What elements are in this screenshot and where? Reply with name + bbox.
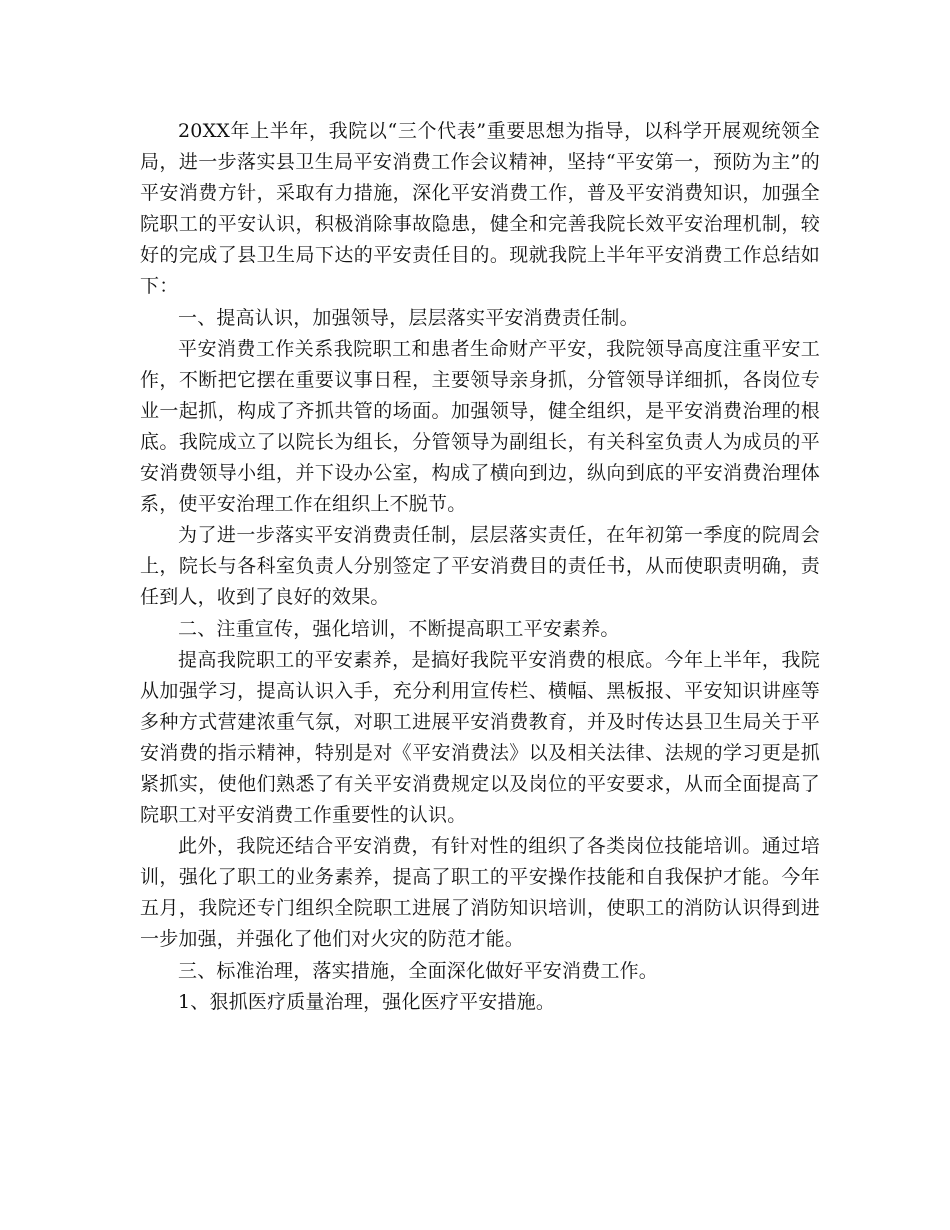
paragraph: 为了进一步落实平安消费责任制，层层落实责任，在年初第一季度的院周会上，院长与各科室负责人分别签定了平安消费目的责任书，从而使职责明确，责任到人，收到了良好的效果。 (140, 524, 820, 609)
paragraph: 提高我院职工的平安素养，是搞好我院平安消费的根底。今年上半年，我院从加强学习，提高认识入手，充分利用宣传栏、横幅、黑板报、平安知识讲座等多种方式营建浓重气氛，对职工进展平安消费教育，并及时传达县卫生局关于平安消费的指示精神，特别是对《平安消费法》以及相关法律、法规的学习更是抓紧抓实，使他们熟悉了有关平安消费规定以及岗位的平安要求，从而全面提高了院职工对平安消费工作重要性的认识。 (140, 648, 820, 827)
paragraph: 平安消费工作关系我院职工和患者生命财产平安，我院领导高度注重平安工作，不断把它摆在重要议事日程，主要领导亲身抓，分管领导详细抓，各岗位专业一起抓，构成了齐抓共管的场面。加强领导，健全组织，是平安消费治理的根底。我院成立了以院长为组长，分管领导为副组长，有关科室负责人为成员的平安消费领导小组，并下设办公室，构成了横向到边，纵向到底的平安消费治理体系，使平安治理工作在组织上不脱节。 (140, 337, 820, 516)
section-heading-1: 一、提高认识，加强领导，层层落实平安消费责任制。 (178, 306, 639, 329)
section-heading-2: 二、注重宣传，强化培训，不断提高职工平安素养。 (178, 617, 620, 640)
document-body (140, 116, 820, 1018)
paragraph: 此外，我院还结合平安消费，有针对性的组织了各类岗位技能培训。通过培训，强化了职工的业务素养，提高了职工的平安操作技能和自我保护才能。今年五月，我院还专门组织全院职工进展了消防知识培训，使职工的消防认识得到进一步加强，并强化了他们对火灾的防范才能。 (140, 835, 820, 951)
paragraph-intro: 20XX年上半年，我院以“三个代表”重要思想为指导，以科学开展观统领全局，进一步落实县卫生局平安消费工作会议精神，坚持“平安第一，预防为主”的平安消费方针，采取有力措施，深化平安消费工作，普及平安消费知识，加强全院职工的平安认识，积极消除事故隐患，健全和完善我院长效平安治理机制，较好的完成了县卫生局下达的平安责任目的。现就我院上半年平安消费工作总结如下： (140, 120, 820, 298)
subsection-heading-1: 1、狠抓医疗质量治理，强化医疗平安措施。 (178, 990, 556, 1013)
section-heading-3: 三、标准治理，落实措施，全面深化做好平安消费工作。 (178, 959, 659, 982)
